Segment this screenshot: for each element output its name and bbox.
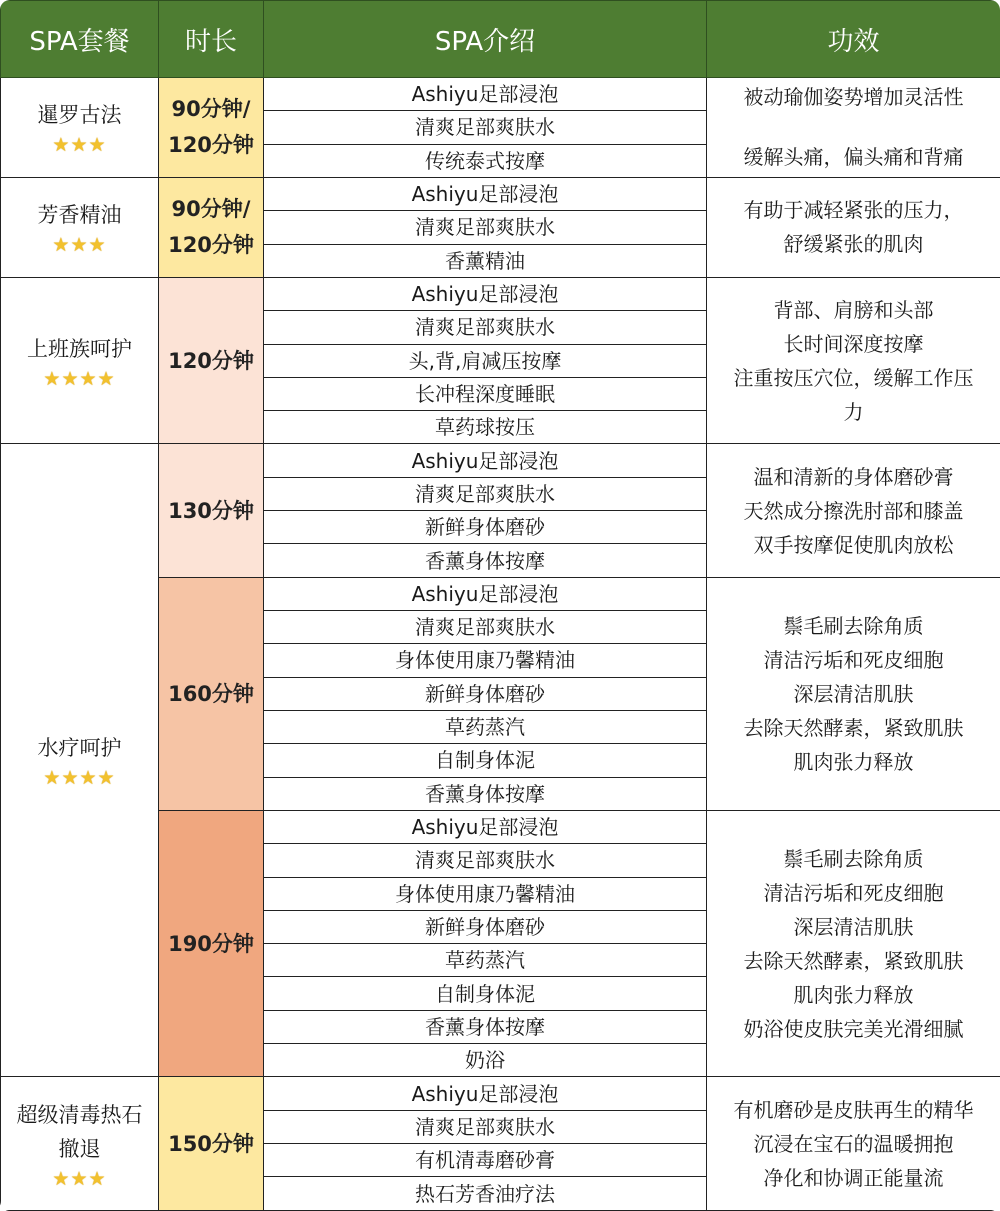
service-item: 清爽足部爽肤水 <box>264 211 707 244</box>
duration-cell <box>159 577 264 810</box>
star-icon: ★ <box>70 1167 89 1190</box>
package-name: 芳香精油 <box>37 203 122 228</box>
effect-line: 清洁污垢和死皮细胞 <box>763 880 944 905</box>
service-item: 有机清毒磨砂膏 <box>264 1144 707 1177</box>
effect-cell <box>707 577 1000 810</box>
service-item: Ashiyu足部浸泡 <box>264 444 707 477</box>
duration-cell <box>159 277 264 444</box>
effect-line: 长时间深度按摩 <box>783 331 924 356</box>
effect-line: 被动瑜伽姿势增加灵活性 <box>743 85 964 110</box>
service-item: 香薰精油 <box>264 244 707 277</box>
effect-cell <box>707 177 1000 277</box>
table-body <box>1 78 1000 1211</box>
duration-text: 150分钟 <box>168 1131 254 1156</box>
service-item: 草药球按压 <box>264 411 707 444</box>
service-item: 香薰身体按摩 <box>264 1010 707 1043</box>
star-icon: ★ <box>43 767 62 790</box>
star-icon: ★ <box>61 367 80 390</box>
star-rating <box>5 1168 154 1190</box>
header-intro: SPA介绍 <box>264 1 707 78</box>
star-icon: ★ <box>88 234 107 257</box>
effect-line: 有助于减轻紧张的压力， <box>743 198 964 223</box>
table-row <box>1 277 1000 310</box>
service-item: Ashiyu足部浸泡 <box>264 78 707 111</box>
effect-cell <box>707 810 1000 1077</box>
effect-line: 去除天然酵素，紧致肌肤 <box>743 948 964 973</box>
effect-line: 肌肉张力释放 <box>793 982 914 1007</box>
service-item: 清爽足部爽肤水 <box>264 1110 707 1143</box>
service-item: 清爽足部爽肤水 <box>264 311 707 344</box>
effect-line: 背部、肩膀和头部 <box>773 297 934 322</box>
table-row <box>1 444 1000 477</box>
effect-line: 清洁污垢和死皮细胞 <box>763 647 944 672</box>
effect-line: 沉浸在宝石的温暖拥抱 <box>753 1131 954 1156</box>
effect-line: 双手按摩促使肌肉放松 <box>753 532 954 557</box>
effect-cell <box>707 1077 1000 1211</box>
table-row <box>1 78 1000 111</box>
effect-line: 深层清洁肌肤 <box>793 914 914 939</box>
effect-cell <box>707 78 1000 178</box>
star-rating <box>5 368 154 390</box>
effect-line: 舒缓紧张的肌肉 <box>783 232 924 257</box>
star-icon: ★ <box>70 134 89 157</box>
service-item: 新鲜身体磨砂 <box>264 511 707 544</box>
effect-line: 深层清洁肌肤 <box>793 681 914 706</box>
star-icon: ★ <box>88 1167 107 1190</box>
duration-text: 120分钟 <box>168 133 254 158</box>
effect-line: 鬃毛刷去除角质 <box>783 613 924 638</box>
service-item: Ashiyu足部浸泡 <box>264 577 707 610</box>
service-item: 新鲜身体磨砂 <box>264 677 707 710</box>
service-item: 奶浴 <box>264 1044 707 1077</box>
effect-line: 去除天然酵素，紧致肌肤 <box>743 715 964 740</box>
package-name: 水疗呵护 <box>37 736 122 761</box>
service-item: 身体使用康乃馨精油 <box>264 877 707 910</box>
table-row <box>1 177 1000 210</box>
service-item: Ashiyu足部浸泡 <box>264 177 707 210</box>
package-name: 暹罗古法 <box>37 103 122 128</box>
star-icon: ★ <box>97 767 116 790</box>
star-icon: ★ <box>97 367 116 390</box>
table-row <box>1 1077 1000 1110</box>
service-item: 草药蒸汽 <box>264 710 707 743</box>
duration-cell <box>159 177 264 277</box>
duration-cell <box>159 444 264 577</box>
service-item: 新鲜身体磨砂 <box>264 910 707 943</box>
package-name: 超级清毒热石 <box>16 1102 143 1127</box>
service-item: 清爽足部爽肤水 <box>264 111 707 144</box>
star-icon: ★ <box>43 367 62 390</box>
duration-text: 90分钟/ <box>171 97 251 122</box>
service-item: 长冲程深度睡眠 <box>264 377 707 410</box>
effect-cell <box>707 444 1000 577</box>
service-item: 自制身体泥 <box>264 977 707 1010</box>
star-rating <box>5 767 154 789</box>
service-item: 香薰身体按摩 <box>264 777 707 810</box>
effect-line: 奶浴使皮肤完美光滑细腻 <box>743 1016 964 1041</box>
star-icon: ★ <box>88 134 107 157</box>
service-item: 香薰身体按摩 <box>264 544 707 577</box>
package-cell <box>1 277 159 444</box>
package-cell <box>1 444 159 1077</box>
service-item: 身体使用康乃馨精油 <box>264 644 707 677</box>
service-item: 热石芳香油疗法 <box>264 1177 707 1211</box>
effect-line: 鬃毛刷去除角质 <box>783 846 924 871</box>
duration-text: 130分钟 <box>168 498 254 523</box>
duration-text: 120分钟 <box>168 348 254 373</box>
star-icon: ★ <box>52 1167 71 1190</box>
star-icon: ★ <box>79 367 98 390</box>
service-item: Ashiyu足部浸泡 <box>264 277 707 310</box>
duration-text: 120分钟 <box>168 233 254 258</box>
effect-line: 缓解头痛，偏头痛和背痛 <box>743 145 964 170</box>
effect-line <box>711 114 996 140</box>
package-cell <box>1 1077 159 1211</box>
duration-text: 90分钟/ <box>171 197 251 222</box>
star-icon: ★ <box>70 234 89 257</box>
service-item: Ashiyu足部浸泡 <box>264 810 707 843</box>
star-icon: ★ <box>52 234 71 257</box>
effect-line: 肌肉张力释放 <box>793 749 914 774</box>
header-package: SPA套餐 <box>1 1 159 78</box>
effect-cell <box>707 277 1000 444</box>
service-item: 自制身体泥 <box>264 744 707 777</box>
package-cell <box>1 177 159 277</box>
header-duration: 时长 <box>159 1 264 78</box>
effect-line: 净化和协调正能量流 <box>763 1165 944 1190</box>
duration-cell <box>159 1077 264 1211</box>
effect-line: 力 <box>843 399 864 424</box>
star-rating <box>5 234 154 256</box>
effect-line: 温和清新的身体磨砂膏 <box>753 464 954 489</box>
service-item: 传统泰式按摩 <box>264 144 707 177</box>
star-icon: ★ <box>79 767 98 790</box>
service-item: 清爽足部爽肤水 <box>264 844 707 877</box>
duration-text: 190分钟 <box>168 931 254 956</box>
table-header-row <box>1 1 1000 78</box>
star-icon: ★ <box>61 767 80 790</box>
package-name: 撤退 <box>58 1136 101 1161</box>
effect-line: 有机磨砂是皮肤再生的精华 <box>733 1097 974 1122</box>
service-item: 清爽足部爽肤水 <box>264 611 707 644</box>
service-item: 草药蒸汽 <box>264 944 707 977</box>
service-item: 清爽足部爽肤水 <box>264 477 707 510</box>
star-icon: ★ <box>52 134 71 157</box>
service-item: Ashiyu足部浸泡 <box>264 1077 707 1110</box>
header-effect: 功效 <box>707 1 1000 78</box>
duration-cell <box>159 78 264 178</box>
effect-line: 天然成分擦洗肘部和膝盖 <box>743 498 964 523</box>
duration-cell <box>159 810 264 1077</box>
package-name: 上班族呵护 <box>27 336 132 361</box>
package-cell <box>1 78 159 178</box>
star-rating <box>5 134 154 156</box>
duration-text: 160分钟 <box>168 681 254 706</box>
effect-line: 注重按压穴位，缓解工作压 <box>733 365 974 390</box>
service-item: 头,背,肩减压按摩 <box>264 344 707 377</box>
